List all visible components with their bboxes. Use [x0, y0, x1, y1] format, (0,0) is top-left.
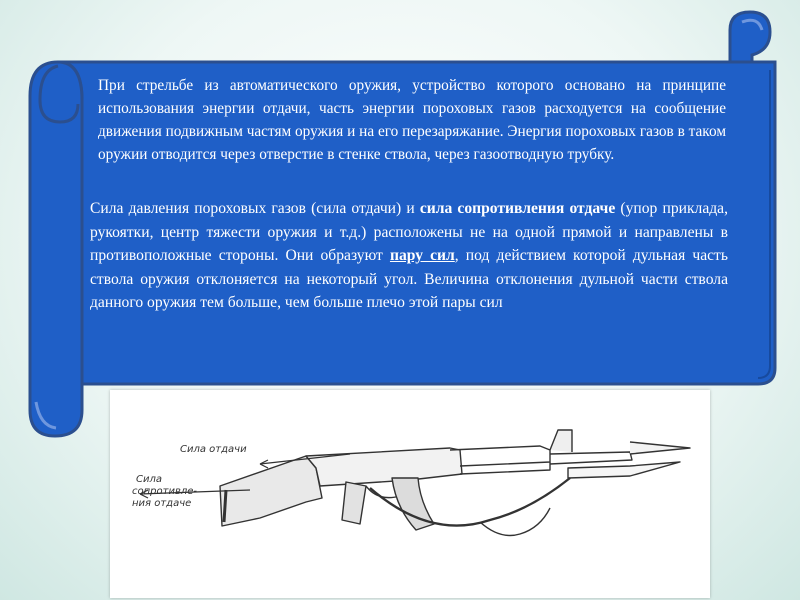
paragraph-recoil-energy: При стрельбе из автоматического оружия, устройство которого основано на принципе использования энергии отдачи, часть энергии пороховых газов расходуется на сообщение движения подвижным частям оружия и на его перезаряжание. Энергия пороховых газов в таком оружии отводится через отверстие в стенке ствола, через газоотводную трубку. — [98, 77, 727, 163]
label-resistance-line-1: Сила — [136, 474, 163, 485]
label-resistance-line-3: ния отдаче — [132, 498, 192, 509]
paragraph-2-text-3: , под действием которой дульная часть ствола оружия отклоняется на некоторый угол. Величина отклонения дульной части ствола данного оружия тем больше, чем больше плечо этой пары сил — [90, 247, 728, 311]
rifle-barrel — [550, 452, 632, 464]
rifle-drawing — [110, 390, 710, 598]
rifle-bayonet — [568, 462, 680, 478]
label-resistance-line-2: сопротивле- — [132, 486, 197, 497]
rifle-pistol-grip — [342, 482, 366, 524]
paragraph-2-text-2: (упор приклада, рукоятки, центр тяжести оружия и т.д.) расположены не на одной прямой и направлены в противоположные стороны. Они образуют — [90, 200, 728, 264]
paragraph-2-bold-resistance: сила сопротивления отдаче — [419, 200, 616, 217]
paragraph-force-pair — [90, 197, 728, 315]
rifle-illustration — [110, 390, 710, 598]
rifle-front-sight — [550, 430, 572, 452]
label-recoil-force: Сила отдачи — [180, 444, 247, 455]
rifle-receiver — [306, 448, 462, 486]
paragraph-2-text-1: Сила давления пороховых газов (сила отдачи) и — [90, 200, 420, 217]
paragraph-2-bold-force-pair: пару сил — [389, 247, 455, 264]
rifle-gas-tube — [450, 446, 550, 466]
